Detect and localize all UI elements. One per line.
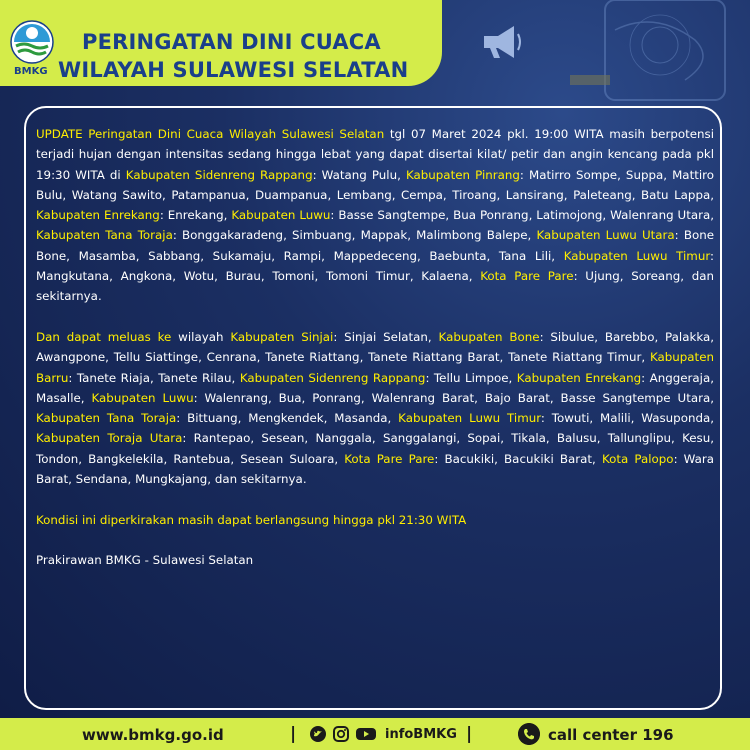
region-label: Kabupaten Barru <box>36 350 714 385</box>
region-label: Kabupaten Luwu Timur <box>563 248 710 263</box>
region-text: : Tellu Limpoe, <box>425 370 517 385</box>
website-link[interactable]: www.bmkg.go.id <box>82 726 224 744</box>
region-text: : Anggeraja, Masalle, <box>36 370 714 405</box>
region-text: : Ujung, Soreang, dan sekitarnya. <box>36 269 714 304</box>
phone-icon <box>518 723 540 745</box>
bmkg-logo-icon <box>10 18 54 70</box>
twitter-icon[interactable] <box>310 726 326 742</box>
region-text: : Rantepao, Sesean, Nanggala, Sanggalangi, Sopai, Tikala, Balusu, Tallunglipu, Kesu, Tondon, Bangkelekila, Rantebua, Sesean Suloara, <box>36 431 714 466</box>
region-text: tgl 07 Maret 2024 pkl. 19:00 WITA masih berpotensi terjadi hujan dengan intensitas sedang hingga lebat yang dapat disertai kilat/ petir dan angin kencang pada pkl 19:30 WITA di <box>36 127 714 182</box>
page-title-line1: PERINGATAN DINI CUACA <box>82 30 381 54</box>
region-label: Kabupaten Pinrang <box>405 167 520 182</box>
region-text: : Bittuang, Mengkendek, Masanda, <box>176 411 399 426</box>
region-label: Kabupaten Bone <box>438 329 540 344</box>
social-handle[interactable]: infoBMKG <box>385 727 457 742</box>
region-text: : Matirro Sompe, Suppa, Mattiro Bulu, Watang Sawito, Patampanua, Duampanua, Lembang, Cempa, Tiroang, Lansirang, Paleteang, Batu Lappa, <box>36 167 715 202</box>
footer-divider: | <box>466 724 473 744</box>
region-label: UPDATE Peringatan Dini Cuaca Wilayah Sulawesi Selatan <box>36 127 385 141</box>
warning-paragraph-2 <box>36 327 714 489</box>
region-text: : Tanete Riaja, Tanete Rilau, <box>68 370 240 385</box>
warning-text <box>36 124 714 591</box>
region-label: Kota Pare Pare <box>480 269 574 284</box>
footer-divider: | <box>290 724 297 744</box>
region-text: : Walenrang, Bua, Ponrang, Walenrang Barat, Bajo Barat, Basse Sangtempe Utara, <box>193 390 714 405</box>
region-text: : Towuti, Malili, Wasuponda, <box>540 411 714 426</box>
region-label: Kabupaten Enrekang <box>36 208 160 223</box>
region-text: : Watang Pulu, <box>312 167 406 182</box>
region-label: Dan dapat meluas ke <box>36 329 172 344</box>
region-text: : Basse Sangtempe, Bua Ponrang, Latimojong, Walenrang Utara, <box>330 208 715 223</box>
region-label: Kabupaten Luwu <box>231 208 331 223</box>
region-text: : Sinjai Selatan, <box>333 329 439 344</box>
header-banner <box>0 0 442 86</box>
region-label: Kabupaten Sidenreng Rappang <box>239 370 426 385</box>
region-text: : Bacukiki, Bacukiki Barat, <box>434 451 602 466</box>
megaphone-icon <box>478 22 524 62</box>
region-label: Kabupaten Tana Toraja <box>36 228 173 243</box>
youtube-icon[interactable] <box>356 726 376 742</box>
region-label: Kabupaten Enrekang <box>516 370 642 385</box>
region-text: : Bonggakaradeng, Simbuang, Mappak, Malimbong Balepe, <box>172 228 537 243</box>
region-label: Kabupaten Luwu Utara <box>536 228 675 243</box>
region-text: : Mangkutana, Angkona, Wotu, Burau, Tomoni, Tomoni Timur, Kalaena, <box>36 248 714 284</box>
region-text: : Sibulue, Barebbo, Palakka, Awangpone, Tellu Siattinge, Cenrana, Tanete Riattang, Tanete Riattang Barat, Tanete Riattang Timur, <box>36 329 714 365</box>
region-label: Kabupaten Sidenreng Rappang <box>125 167 313 182</box>
region-text: : Bone Bone, Masamba, Sabbang, Sukamaju, Rampi, Mappedeceng, Baebunta, Tana Lili, <box>36 228 714 263</box>
instagram-icon[interactable] <box>333 726 349 742</box>
region-label: Kota Pare Pare <box>344 451 435 466</box>
region-label: Kabupaten Luwu Timur <box>398 411 541 426</box>
logo-label: BMKG <box>14 66 48 77</box>
region-label: Kabupaten Toraja Utara <box>36 431 183 446</box>
region-text: : Enrekang, <box>159 208 232 223</box>
page-title-line2: WILAYAH SULAWESI SELATAN <box>58 58 409 82</box>
duration-note: Kondisi ini diperkirakan masih dapat berlangsung hingga pkl 21:30 WITA <box>36 512 467 527</box>
region-label: Kabupaten Luwu <box>91 390 194 405</box>
call-center[interactable]: call center 196 <box>548 726 674 744</box>
region-text: wilayah <box>171 329 231 344</box>
region-label: Kota Palopo <box>601 451 674 466</box>
region-label: Kabupaten Sinjai <box>230 329 334 344</box>
region-label: Kabupaten Tana Toraja <box>36 411 177 426</box>
footer-bar <box>0 718 750 750</box>
region-text: : Wara Barat, Sendana, Mungkajang, dan sekitarnya. <box>36 451 715 487</box>
warning-paragraph-1 <box>36 124 714 307</box>
forecaster-credit: Prakirawan BMKG - Sulawesi Selatan <box>36 553 254 568</box>
